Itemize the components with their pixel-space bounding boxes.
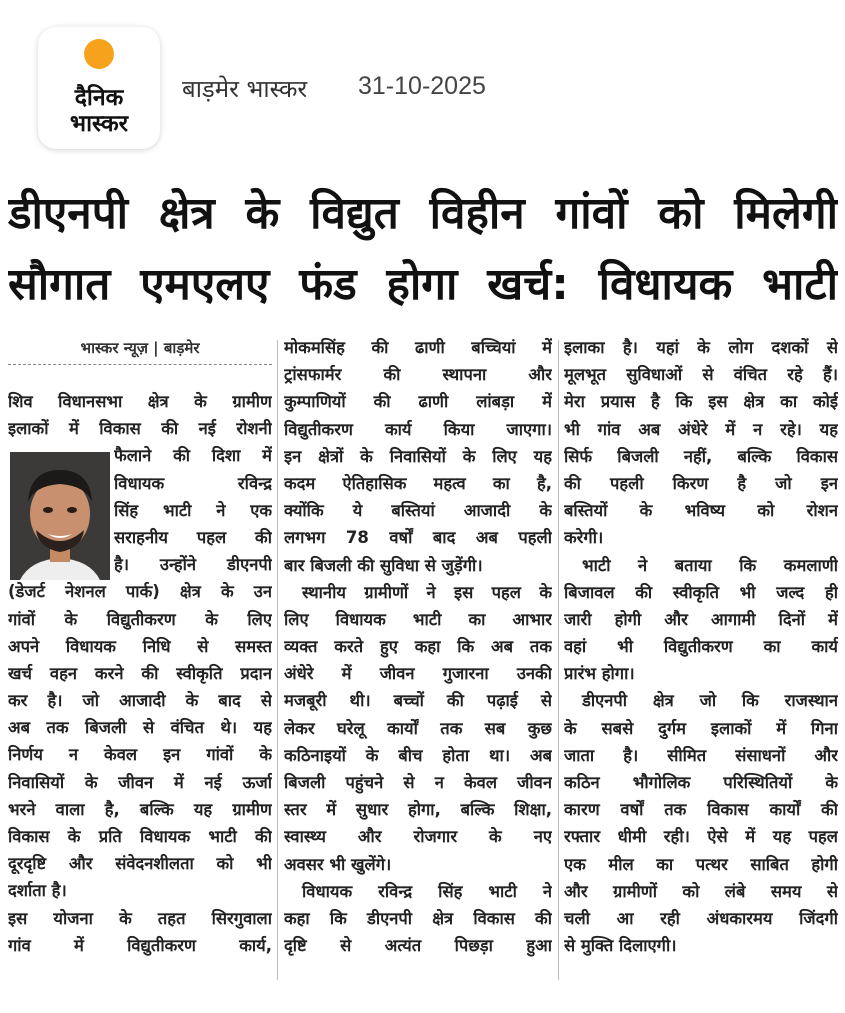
- article-text-line: और ग्रामीणों को लंबे समय से: [564, 881, 838, 901]
- article-text-line: कहा कि डीएनपी क्षेत्र विकास की: [284, 908, 552, 928]
- article-text-line: वहां भी विद्युतीकरण का कार्य: [564, 637, 838, 657]
- article-text-line: अवसर भी खुलेंगे।: [284, 854, 392, 874]
- publication-name: बाड़मेर भास्कर: [182, 75, 308, 103]
- article-text-line: सिंह भाटी ने एक: [114, 500, 272, 520]
- article-text-line: कठिन भौगोलिक परिस्थितियों के: [564, 773, 838, 792]
- article-text-line: दूरदृष्टि और संवेदनशीलता को भी: [8, 854, 272, 874]
- article-text-line: मोकमसिंह की ढाणी बच्चियां में: [284, 338, 552, 357]
- article-text-line: एक मील का पत्थर साबित होगी: [564, 854, 838, 874]
- byline: भास्कर न्यूज़ | बाड़मेर: [8, 338, 272, 365]
- article-text-line: दर्शाता है।: [8, 881, 67, 901]
- article-text-line: स्थानीय ग्रामीणों ने इस पहल के: [302, 582, 552, 602]
- article-text-line: शिव विधानसभा क्षेत्र के ग्रामीण: [8, 392, 272, 411]
- article-text-line: बिजली पहुंचने से न केवल जीवन: [284, 773, 552, 792]
- dainik-bhaskar-logo: [38, 27, 160, 149]
- article-text-line: सराहनीय पहल की: [114, 527, 272, 547]
- article-text-line: गांव में विद्युतीकरण कार्य,: [8, 935, 272, 955]
- article-text-line: जाता है। सीमित संसाधनों और: [564, 745, 838, 765]
- article-text-line: व्यक्त करते हुए कहा कि अब तक: [284, 637, 552, 657]
- article-column-3: [564, 334, 838, 959]
- article-text-line: लगभग 78 वर्षों बाद अब पहली: [284, 528, 552, 548]
- logo-text-line2: भास्कर: [69, 111, 129, 137]
- article-text-line: भी गांव अब अंधेरे में न रहे। यह: [564, 419, 838, 439]
- article-text-line: चली आ रही अंधकारमय जिंदगी: [564, 908, 838, 928]
- article-text-line: डीएनपी क्षेत्र जो कि राजस्थान: [582, 691, 838, 711]
- article-text-line: भाटी ने बताया कि कमलाणी: [582, 555, 838, 575]
- article-text-line: विद्युतीकरण कार्य किया जाएगा।: [284, 419, 552, 439]
- article-text-line: मेरा प्रयास है कि इस क्षेत्र का कोई: [564, 392, 838, 412]
- article-text-line: बार बिजली की सुविधा से जुड़ेंगी।: [284, 555, 483, 575]
- article-text-line: करेगी।: [564, 528, 604, 548]
- article-text-line: इस योजना के तहत सिरगुवाला: [8, 908, 272, 928]
- column-divider: [277, 340, 278, 980]
- article-text-line: मूलभूत सुविधाओं से वंचित रहे हैं।: [564, 365, 838, 385]
- article-text-line: जारी होगी और आगामी दिनों में: [564, 609, 838, 629]
- article-text-line: रफ्तार धीमी रही। ऐसे में यह पहल: [564, 827, 838, 847]
- article-text-line: विधायक रविन्द्र: [114, 473, 272, 493]
- sun-icon: [84, 39, 114, 69]
- article-text-line: स्वास्थ्य और रोजगार के नए: [284, 827, 552, 847]
- article-text-line: गांवों के विद्युतीकरण के लिए: [8, 609, 272, 629]
- article-text-line: स्तर में सुधार होगा, बल्कि शिक्षा,: [284, 800, 552, 820]
- article-text-line: अपने विधायक निधि से समस्त: [8, 636, 272, 656]
- article-text-line: मजबूरी थी। बच्चों की पढ़ाई से: [284, 691, 552, 711]
- article-text-line: इलाका है। यहां के लोग दशकों से: [564, 338, 838, 357]
- headline-line-2: सौगात एमएलए फंड होगा खर्च: विधायक भाटी: [8, 259, 838, 310]
- article-text-line: अंधेरे में जीवन गुजारना उनकी: [284, 664, 552, 684]
- article-column-1: [8, 388, 272, 959]
- article-text-line: निवासियों के जीवन में नई ऊर्जा: [8, 772, 272, 792]
- column-divider: [558, 340, 559, 980]
- article-text-line: इलाकों में विकास की नई रोशनी: [8, 419, 272, 439]
- article-text-line: विकास के प्रति विधायक भाटी की: [8, 827, 272, 846]
- article-text-line: क्योंकि ये बस्तियां आजादी के: [284, 501, 552, 521]
- article-text-line: अब तक बिजली से वंचित थे। यह: [8, 718, 272, 738]
- article-text-line: निर्णय न केवल इन गांवों के: [8, 745, 272, 765]
- article-text-line: से मुक्ति दिलाएगी।: [564, 936, 677, 956]
- article-text-line: (डेजर्ट नेशनल पार्क) क्षेत्र के उन: [8, 582, 272, 602]
- publication-date: 31-10-2025: [358, 72, 486, 100]
- logo-text-line1: दैनिक: [74, 85, 124, 111]
- article-text-line: लेकर घरेलू कार्यों तक सब कुछ: [284, 718, 552, 738]
- article-text-line: है। उन्होंने डीएनपी: [114, 555, 272, 575]
- article-text-line: की पहली किरण है जो इन: [564, 473, 838, 493]
- article-text-line: दृष्टि से अत्यंत पिछड़ा हुआ: [284, 936, 552, 956]
- article-text-line: फैलाने की दिशा में: [114, 446, 272, 466]
- article-text-line: कुम्पाणियों की ढाणी लांबड़ा में: [284, 392, 552, 412]
- article-text-line: इन क्षेत्रों के निवासियों के लिए यह: [284, 446, 552, 466]
- article-text-line: लिए विधायक भाटी का आभार: [284, 609, 552, 629]
- article-text-line: प्रारंभ होगा।: [564, 664, 635, 684]
- article-column-2: [284, 334, 552, 959]
- article-text-line: कठिनाइयों के बीच होता था। अब: [284, 745, 552, 765]
- article-text-line: सिर्फ बिजली नहीं, बल्कि विकास: [564, 446, 838, 466]
- article-text-line: भरने वाला है, बल्कि यह ग्रामीण: [8, 799, 272, 819]
- article-text-line: बिजावल की स्वीकृति भी जल्द ही: [564, 582, 838, 602]
- article-text-line: खर्च वहन करने की स्वीकृति प्रदान: [8, 663, 272, 683]
- article-text-line: कर है। जो आजादी के बाद से: [8, 691, 272, 711]
- article-text-line: के सबसे दुर्गम इलाकों में गिना: [564, 718, 838, 738]
- article-text-line: ट्रांसफार्मर की स्थापना और: [284, 365, 552, 385]
- article-text-line: कदम ऐतिहासिक महत्व का है,: [284, 473, 552, 493]
- article-text-line: बस्तियों के भविष्य को रोशन: [564, 501, 838, 521]
- headline-line-1: डीएनपी क्षेत्र के विद्युत विहीन गांवों को मिलेगी: [8, 188, 838, 239]
- article-text-line: कारण वर्षों तक विकास कार्यों की: [564, 800, 838, 820]
- article-text-line: विधायक रविन्द्र सिंह भाटी ने: [302, 881, 552, 901]
